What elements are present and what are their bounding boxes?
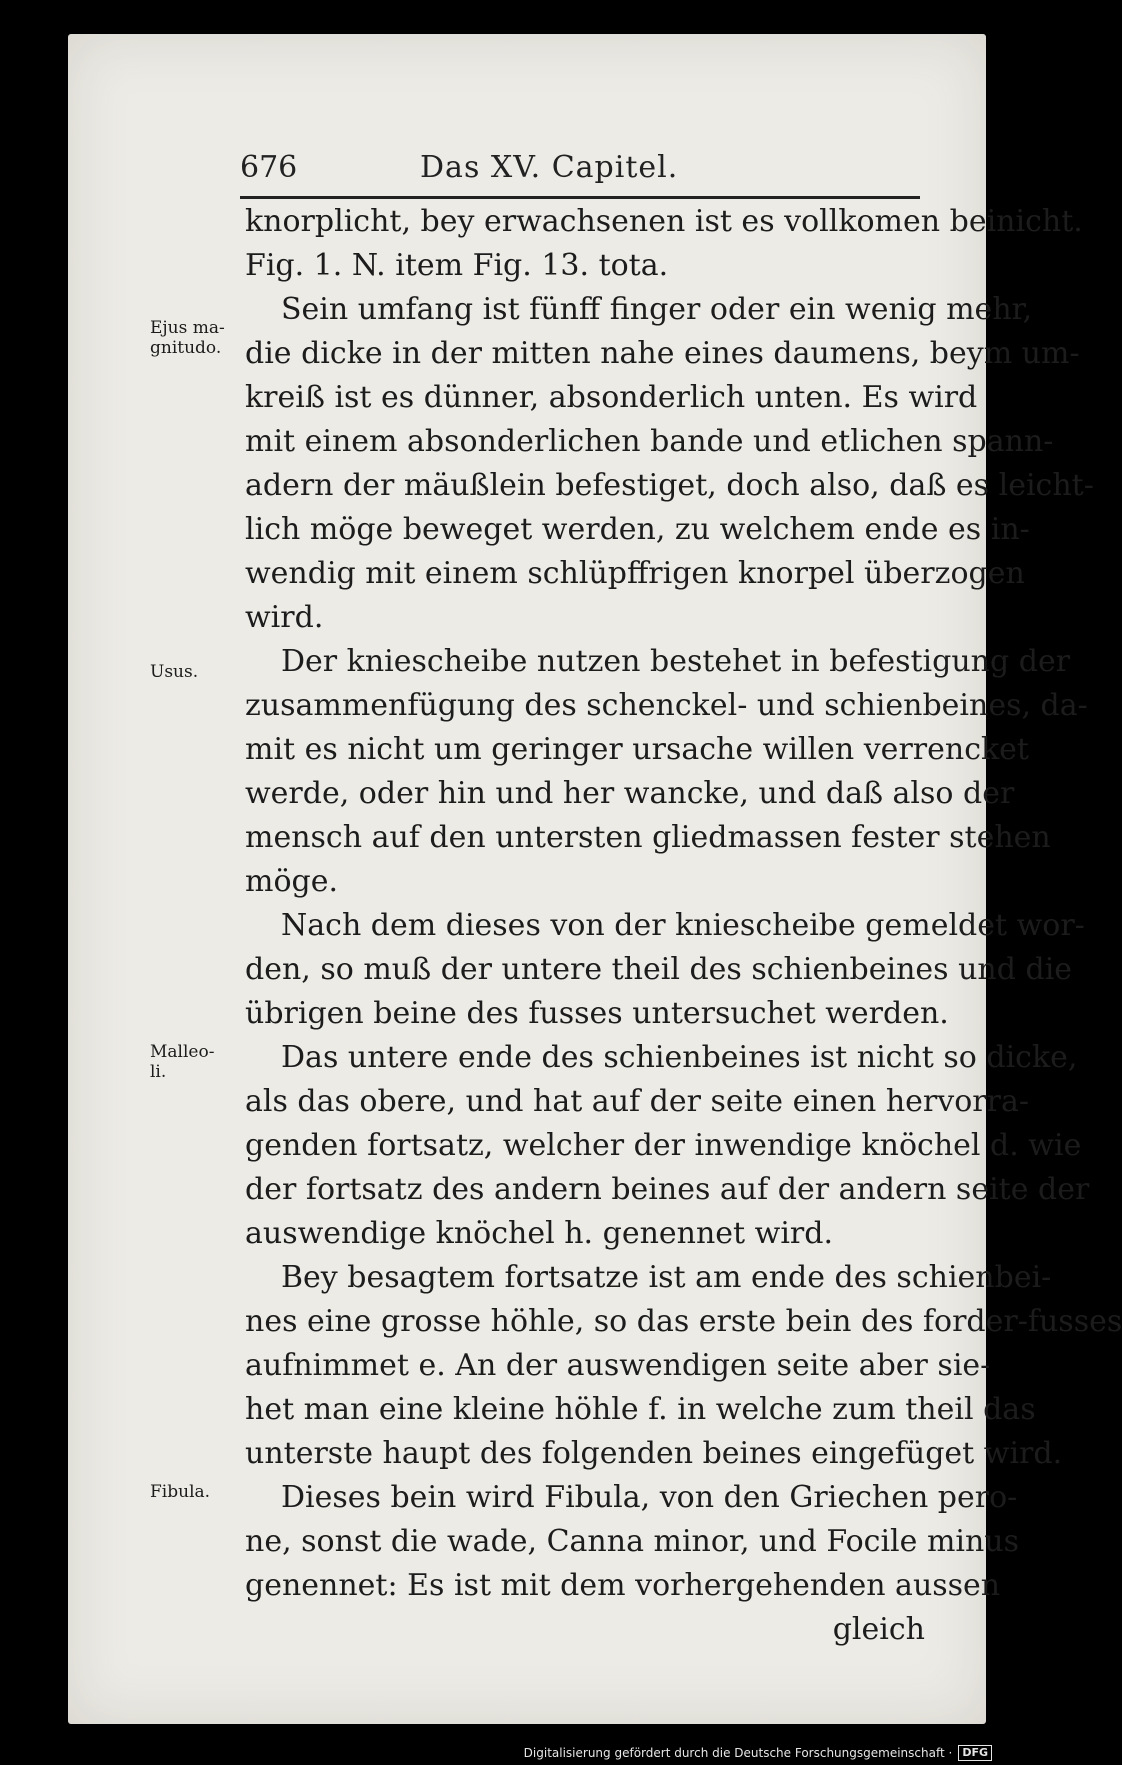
footer-credit bbox=[524, 1745, 992, 1761]
body-text bbox=[245, 200, 1122, 1652]
text-line: mit einem absonderlichen bande und etlichen spann- bbox=[245, 424, 1054, 459]
text-line: knorplicht, bey erwachsenen ist es vollkomen beinicht. bbox=[245, 204, 1083, 239]
text-line: het man eine kleine höhle f. in welche zum theil das bbox=[245, 1392, 1036, 1427]
running-title: Das XV. Capitel. bbox=[420, 150, 679, 185]
page-number: 676 bbox=[240, 150, 298, 185]
footer-credit-text: Digitalisierung gefördert durch die Deutsche Forschungsgemeinschaft · bbox=[523, 1746, 953, 1760]
text-line: auswendige knöchel h. genennet wird. bbox=[245, 1216, 833, 1251]
text-line: der fortsatz des andern beines auf der andern seite der bbox=[245, 1172, 1090, 1207]
text-line: wird. bbox=[245, 600, 324, 635]
text-line: wendig mit einem schlüpffrigen knorpel überzogen bbox=[245, 556, 1025, 591]
margin-note-fibula: Fibula. bbox=[150, 1482, 211, 1502]
text-line: Nach dem dieses von der kniescheibe gemeldet wor- bbox=[281, 908, 1085, 943]
page-header bbox=[240, 150, 920, 194]
text-line: möge. bbox=[245, 864, 339, 899]
margin-note-magnitudo: Ejus ma- gnitudo. bbox=[150, 318, 225, 358]
text-line: Dieses bein wird Fibula, von den Griechen pero- bbox=[281, 1480, 1018, 1515]
text-line: mensch auf den untersten gliedmassen fester stehen bbox=[245, 820, 1051, 855]
text-line: Sein umfang ist fünff finger oder ein wenig mehr, bbox=[281, 292, 1033, 327]
text-line: übrigen beine des fusses untersuchet werden. bbox=[245, 996, 949, 1031]
text-line: zusammenfügung des schenckel- und schienbeines, da- bbox=[245, 688, 1088, 723]
text-line: werde, oder hin und her wancke, und daß also der bbox=[245, 776, 1015, 811]
text-line: lich möge beweget werden, zu welchem ende es in- bbox=[245, 512, 1030, 547]
text-line: adern der mäußlein befestiget, doch also, daß es leicht- bbox=[245, 468, 1094, 503]
text-line: Das untere ende des schienbeines ist nicht so dicke, bbox=[281, 1040, 1078, 1075]
text-line: genden fortsatz, welcher der inwendige knöchel d. wie bbox=[245, 1128, 1082, 1163]
text-line: Der kniescheibe nutzen bestehet in befestigung der bbox=[281, 644, 1071, 679]
text-line: unterste haupt des folgenden beines eingefüget wird. bbox=[245, 1436, 1063, 1471]
text-line: genennet: Es ist mit dem vorhergehenden aussen bbox=[245, 1568, 1001, 1603]
dfg-logo: DFG bbox=[958, 1745, 992, 1761]
text-line: Bey besagtem fortsatze ist am ende des schienbei- bbox=[281, 1260, 1052, 1295]
text-line: nes eine grosse höhle, so das erste bein des forder-fusses bbox=[245, 1304, 1122, 1339]
text-line: den, so muß der untere theil des schienbeines und die bbox=[245, 952, 1073, 987]
text-line: die dicke in der mitten nahe eines daumens, beym um- bbox=[245, 336, 1080, 371]
margin-note-malleoli: Malleo- li. bbox=[150, 1042, 215, 1082]
catchword: gleich bbox=[832, 1612, 925, 1647]
text-line: als das obere, und hat auf der seite einen hervorra- bbox=[245, 1084, 1029, 1119]
text-line: kreiß ist es dünner, absonderlich unten. Es wird bbox=[245, 380, 978, 415]
header-rule bbox=[240, 196, 920, 199]
text-line: mit es nicht um geringer ursache willen verrencket bbox=[245, 732, 1029, 767]
text-line: aufnimmet e. An der auswendigen seite aber sie- bbox=[245, 1348, 991, 1383]
text-line: Fig. 1. N. item Fig. 13. tota. bbox=[245, 248, 669, 283]
margin-note-usus: Usus. bbox=[150, 662, 199, 682]
text-line: ne, sonst die wade, Canna minor, und Focile minus bbox=[245, 1524, 1020, 1559]
